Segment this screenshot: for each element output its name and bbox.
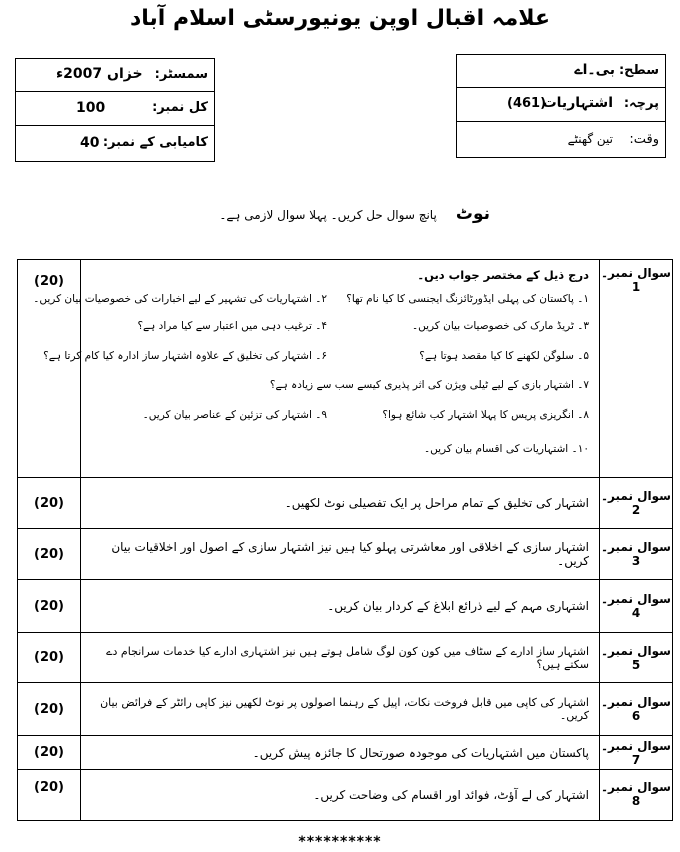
total-marks-label: کل نمبر: (152, 100, 208, 115)
exam-info-left-box (15, 58, 215, 162)
semester-row (16, 59, 214, 92)
question-marks: (20) (18, 580, 81, 633)
time-value: تین گھنٹے (567, 132, 613, 146)
question-marks: (20) (18, 478, 81, 529)
q1-intro: درج ذیل کے مختصر جواب دیں۔ (417, 268, 589, 282)
question-text: اشتہار ساز ادارے کے سٹاف میں کون کون لوگ شامل ہوتے ہیں نیز اشتہاری ادارے کیا خدمات سرانجام دے سکتے ہیں؟ (81, 633, 600, 683)
q1-item: ۷۔ اشتہار بازی کے لیے ٹیلی ویژن کی اثر پذیری کیسے سب سے زیادہ ہے؟ (269, 379, 589, 391)
q1-item: ۸۔ انگریزی پریس کا پہلا اشتہار کب شائع ہوا؟ (382, 409, 589, 421)
q1-item: ۱۰۔ اشتہاریات کی اقسام بیان کریں۔ (423, 443, 589, 455)
note-label: نوٹ (455, 204, 490, 224)
semester-value: خزاں 2007ء (56, 66, 143, 82)
paper-code: (461) (507, 96, 547, 111)
question-marks: (20) (18, 260, 81, 478)
q1-item: ۹۔ اشتہار کی تزئین کے عناصر بیان کریں۔ (142, 409, 327, 421)
university-title: علامہ اقبال اوپن یونیورسٹی اسلام آباد (129, 6, 551, 31)
q1-item: ۵۔ سلوگن لکھنے کا کیا مقصد ہوتا ہے؟ (419, 350, 589, 362)
paper-value: اشتہاریات (542, 95, 613, 111)
question-number: سوال نمبر۔4 (600, 580, 673, 633)
level-row (457, 55, 665, 88)
question-row-1 (18, 260, 673, 478)
questions-table (17, 259, 673, 821)
question-number: سوال نمبر۔6 (600, 683, 673, 736)
time-row (457, 122, 665, 157)
question-row-4 (18, 580, 673, 633)
q1-item: ۶۔ اشتہار کی تخلیق کے علاوہ اشتہار ساز ادارہ کیا کام کرتا ہے؟ (43, 350, 327, 362)
paper-label: پرچہ: (623, 96, 659, 111)
question-number: سوال نمبر۔2 (600, 478, 673, 529)
question-row-8 (18, 770, 673, 821)
question-number: سوال نمبر۔1 (600, 260, 673, 478)
question-text: اشتہار سازی کے اخلاقی اور معاشرتی پہلو کیا ہیں نیز اشتہار سازی کے اصول اور اخلاقیات بیان کریں۔ (81, 529, 600, 580)
footer-stars: ********** (298, 834, 382, 850)
question-text: اشتہاری مہم کے لیے ذرائع ابلاغ کے کردار بیان کریں۔ (81, 580, 600, 633)
question-marks: (20) (18, 529, 81, 580)
q1-item: ۱۔ پاکستان کی پہلی ایڈورٹائزنگ ایجنسی کا کیا نام تھا؟ (346, 293, 589, 305)
exam-info-right-box (456, 54, 666, 158)
q1-item: ۳۔ ٹریڈ مارک کی خصوصیات بیان کریں۔ (411, 320, 589, 332)
pass-marks-row (16, 126, 214, 161)
q1-item: ۲۔ اشتہاریات کی تشہیر کے لیے اخبارات کی خصوصیات بیان کریں۔ (33, 293, 327, 305)
note-text: پانچ سوال حل کریں۔ پہلا سوال لازمی ہے۔ (219, 208, 437, 222)
question-marks: (20) (18, 683, 81, 736)
question-text: اشتہار کی لے آؤٹ، فوائد اور اقسام کی وضاحت کریں۔ (81, 770, 600, 821)
question-number: سوال نمبر۔8 (600, 770, 673, 821)
question-row-6 (18, 683, 673, 736)
time-label: وقت: (629, 132, 659, 147)
question-row-7 (18, 736, 673, 770)
question-number: سوال نمبر۔3 (600, 529, 673, 580)
question-number: سوال نمبر۔7 (600, 736, 673, 770)
total-marks-value: 100 (76, 100, 106, 116)
question-text: اشتہار کی کاپی میں قابل فروخت نکات، اپیل کے رہنما اصولوں پر نوٹ لکھیں نیز کاپی رائٹر کے فرائض بیان کریں۔ (81, 683, 600, 736)
pass-marks-value: 40 (80, 135, 100, 151)
total-marks-row (16, 92, 214, 126)
semester-label: سمسٹر: (154, 67, 208, 82)
question-marks: (20) (18, 770, 81, 821)
question-row-3 (18, 529, 673, 580)
question-number: سوال نمبر۔5 (600, 633, 673, 683)
question-text: اشتہار کی تخلیق کے تمام مراحل پر ایک تفصیلی نوٹ لکھیں۔ (81, 478, 600, 529)
pass-marks-label: کامیابی کے نمبر: (102, 135, 208, 150)
question-marks: (20) (18, 633, 81, 683)
question-row-5 (18, 633, 673, 683)
question-marks: (20) (18, 736, 81, 770)
note-line (219, 204, 490, 224)
level-label: سطح: (618, 63, 659, 78)
question-row-2 (18, 478, 673, 529)
paper-row (457, 88, 665, 122)
question-text: پاکستان میں اشتہاریات کی موجودہ صورتحال کا جائزہ پیش کریں۔ (81, 736, 600, 770)
q1-item: ۴۔ ترغیب دہی میں اعتبار سے کیا مراد ہے؟ (137, 320, 327, 332)
level-value: بی۔اے (574, 62, 615, 78)
